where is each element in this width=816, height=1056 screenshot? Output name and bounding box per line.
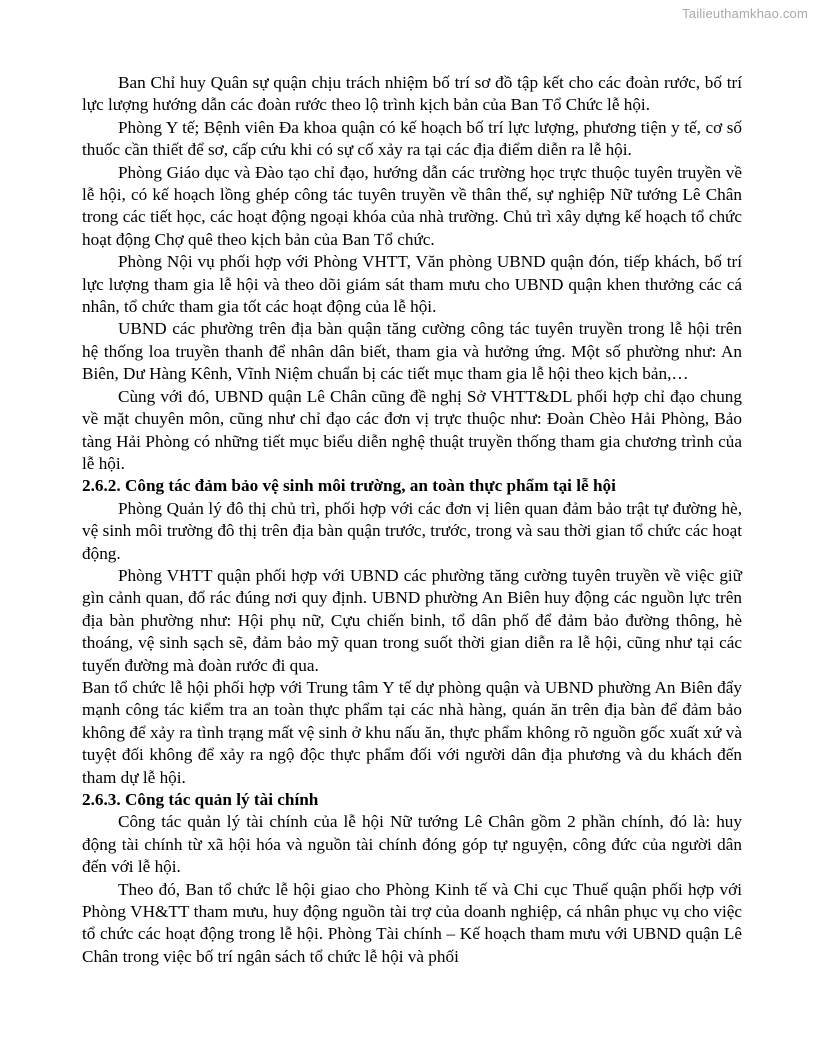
paragraph: Công tác quản lý tài chính của lễ hội Nữ tướng Lê Chân gồm 2 phần chính, đó là: huy động tài chính từ xã hội hóa và nguồn tài chính đóng góp tự nguyện, công đức của người dân đến với lễ hội. [82,812,742,877]
paragraph: Ban Chỉ huy Quân sự quận chịu trách nhiệm bố trí sơ đồ tập kết cho các đoàn rước, bố trí lực lượng hướng dẫn các đoàn rước theo lộ trình kịch bản của Ban Tổ Chức lễ hội. [82,73,742,115]
paragraph: Theo đó, Ban tổ chức lễ hội giao cho Phòng Kinh tế và Chi cục Thuế quận phối hợp với Phòng VH&TT tham mưu, huy động nguồn tài trợ của doanh nghiệp, cá nhân phục vụ cho việc tổ chức các hoạt động trong lễ hội. Phòng Tài chính – Kế hoạch tham mưu với UBND quận Lê Chân trong việc bố trí ngân sách tổ chức lễ hội và phối [82,879,742,966]
watermark-text: Tailieuthamkhao.com [682,6,808,21]
section-heading-2-6-3: 2.6.3. Công tác quản lý tài chính [82,790,319,809]
paragraph: Phòng Nội vụ phối hợp với Phòng VHTT, Văn phòng UBND quận đón, tiếp khách, bố trí lực lượng tham gia lễ hội và theo dõi giám sát tham mưu cho UBND quận khen thưởng các cá nhân, tổ chức tham gia tốt các hoạt động của lễ hội. [82,252,742,317]
document-page [82,72,742,968]
paragraph: UBND các phường trên địa bàn quận tăng cường công tác tuyên truyền trong lễ hội trên hệ thống loa truyền thanh để nhân dân biết, tham gia và hưởng ứng. Một số phường như: An Biên, Dư Hàng Kênh, Vĩnh Niệm chuẩn bị các tiết mục tham gia lễ hội theo kịch bản,… [82,319,742,384]
paragraph: Phòng Quản lý đô thị chủ trì, phối hợp với các đơn vị liên quan đảm bảo trật tự đường hè, vệ sinh môi trường đô thị trên địa bàn quận trước, trước, trong và sau thời gian tổ chức các hoạt động. [82,498,742,563]
paragraph: Phòng Y tế; Bệnh viên Đa khoa quận có kế hoạch bố trí lực lượng, phương tiện y tế, cơ số thuốc cần thiết để sơ, cấp cứu khi có sự cố xảy ra tại các địa điểm diễn ra lễ hội. [82,117,742,160]
paragraph: Cùng với đó, UBND quận Lê Chân cũng đề nghị Sở VHTT&DL phối hợp chỉ đạo chung về mặt chuyên môn, cũng như chỉ đạo các đơn vị trực thuộc như: Đoàn Chèo Hải Phòng, Bảo tàng Hải Phòng có những tiết mục biểu diễn nghệ thuật truyền thống tham gia chương trình của lễ hội. [82,386,742,473]
paragraph: Ban tổ chức lễ hội phối hợp với Trung tâm Y tế dự phòng quận và UBND phường An Biên đẩy mạnh công tác kiểm tra an toàn thực phẩm tại các nhà hàng, quán ăn trên địa bàn để đảm bảo không để xảy ra tình trạng mất vệ sinh ở khu nấu ăn, thực phẩm không rõ nguồn gốc xuất xứ và tuyệt đối không để xảy ra ngộ độc thực phẩm đối với người dân địa phương và du khách đến tham dự lễ hội. [82,677,742,787]
paragraph: Phòng Giáo dục và Đào tạo chỉ đạo, hướng dẫn các trường học trực thuộc tuyên truyền về lễ hội, có kế hoạch lồng ghép công tác tuyên truyền về thân thế, sự nghiệp Nữ tướng Lê Chân trong các tiết học, các hoạt động ngoại khóa của nhà trường. Chủ trì xây dựng kế hoạch tổ chức hoạt động Chợ quê theo kịch bản của Ban Tổ chức. [82,162,742,249]
section-heading-2-6-2: 2.6.2. Công tác đảm bảo vệ sinh môi trường, an toàn thực phẩm tại lễ hội [82,476,616,496]
paragraph: Phòng VHTT quận phối hợp với UBND các phường tăng cường tuyên truyền về việc giữ gìn cảnh quan, đổ rác đúng nơi quy định. UBND phường An Biên huy động các nguồn lực trên địa bàn phường như: Hội phụ nữ, Cựu chiến binh, tổ dân phố để đảm bảo đường thông, hè thoáng, vệ sinh sạch sẽ, đảm bảo mỹ quan trong suốt thời gian diễn ra lễ hội, cũng như tại các tuyến đường mà đoàn rước đi qua. [82,565,742,675]
